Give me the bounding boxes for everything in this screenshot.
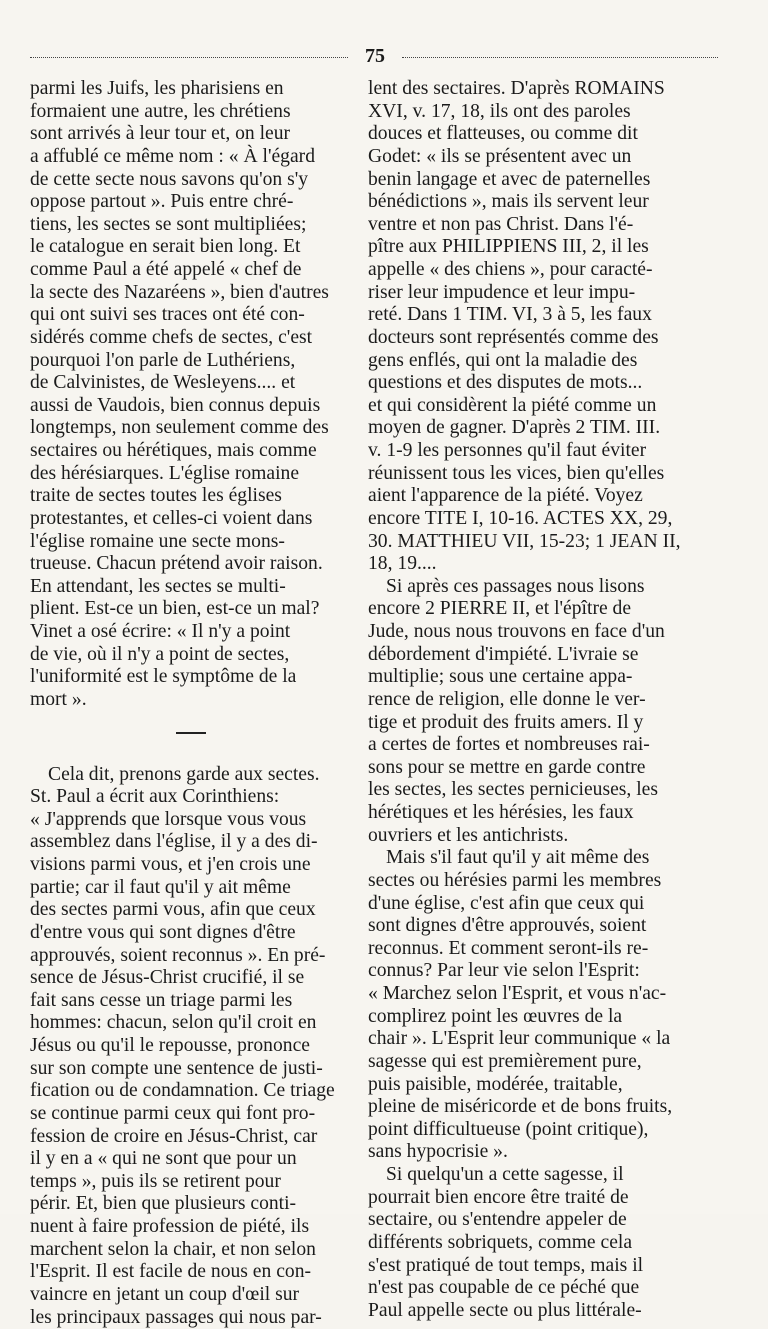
left-paragraph-2: Cela dit, prenons garde aux sectes. St. Paul a écrit aux Corinthiens: « J'apprends que lorsque vous vous assemblez dans l'église, il y a des di- visions parmi vous, et j'en crois une partie; car il faut qu'il y ait même des sectes parmi vous, afin que ceux d'entre vous qui sont dignes d'être approuvés, soient reconnus ». En pré- sence de Jésus-Christ crucifié, il se fait sans cesse un triage parmi les hommes: chacun, selon qu'il croit en Jésus ou qu'il le repousse, prononce sur son compte une sentence de justi- fication ou de condamnation. Ce triage se continue parmi ceux qui font pro- fession de croire en Jésus-Christ, car il y en a « qui ne sont que pour un temps », puis ils se retirent pour périr. Et, bien que plusieurs conti- nuent à faire profession de piété, ils marchent selon la chair, et non selon l'Esprit. Il est facile de nous en con- vaincre en jetant un coup d'œil sur les principaux passages qui nous par- <box>30 764 352 1329</box>
left-column <box>30 78 352 1329</box>
right-paragraph-3: Mais s'il faut qu'il y ait même des sectes ou hérésies parmi les membres d'une église, c'est afin que ceux qui sont dignes d'être approuvés, soient reconnus. Et comment seront-ils re- connus? Par leur vie selon l'Esprit: « Marchez selon l'Esprit, et vous n'ac- complirez point les œuvres de la chair ». L'Esprit leur communique « la sagesse qui est premièrement pure, puis paisible, modérée, traitable, pleine de miséricorde et de bons fruits, point difficultueuse (point critique), sans hypocrisie ». <box>368 847 688 1164</box>
right-column <box>368 78 688 1322</box>
right-paragraph-4: Si quelqu'un a cette sagesse, il pourrait bien encore être traité de sectaire, ou s'entendre appeler de différents sobriquets, comme cela s'est pratiqué de tout temps, mais il n'est pas coupable de ce péché que Paul appelle secte ou plus littérale- <box>368 1164 688 1322</box>
page-number: 75 <box>352 44 398 68</box>
page-header <box>30 44 718 68</box>
left-paragraph-1: parmi les Juifs, les pharisiens en formaient une autre, les chrétiens sont arrivés à leur tour et, on leur a affublé ce même nom : « À l'égard de cette secte nous savons qu'on s'y oppose partout ». Puis entre chré- tiens, les sectes se sont multipliées; le catalogue en serait bien long. Et comme Paul a été appelé « chef de la secte des Nazaréens », bien d'autres qui ont suivi ses traces ont été con- sidérés comme chefs de sectes, c'est pourquoi l'on parle de Luthériens, de Calvinistes, de Wesleyens.... et aussi de Vaudois, bien connus depuis longtemps, non seulement comme des sectaires ou hérétiques, mais comme des hérésiarques. L'église romaine traite de sectes toutes les églises protestantes, et celles-ci voient dans l'église romaine une secte mons- trueuse. Chacun prétend avoir raison. En attendant, les sectes se multi- plient. Est-ce un bien, est-ce un mal? Vinet a osé écrire: « Il n'y a point de vie, où il n'y a point de sectes, l'uniformité est le symptôme de la mort ». <box>30 78 352 712</box>
section-separator <box>176 732 206 734</box>
header-rule-left <box>30 57 348 58</box>
right-paragraph-2: Si après ces passages nous lisons encore 2 PIERRE II, et l'épître de Jude, nous nous trouvons en face d'un débordement d'impiété. L'ivraie se multiplie; sous une certaine appa- rence de religion, elle donne le ver- tige et produit des fruits amers. Il y a certes de fortes et nombreuses rai- sons pour se mettre en garde contre les sectes, les sectes pernicieuses, les hérétiques et les hérésies, les faux ouvriers et les antichrists. <box>368 576 688 848</box>
right-paragraph-1: lent des sectaires. D'après ROMAINS XVI, v. 17, 18, ils ont des paroles douces et flatteuses, ou comme dit Godet: « ils se présentent avec un benin langage et avec de paternelles bénédictions », mais ils servent leur ventre et non pas Christ. Dans l'é- pître aux PHILIPPIENS III, 2, il les appelle « des chiens », pour caracté- riser leur impudence et leur impu- reté. Dans 1 TIM. VI, 3 à 5, les faux docteurs sont représentés comme des gens enflés, qui ont la maladie des questions et des disputes de mots... et qui considèrent la piété comme un moyen de gagner. D'après 2 TIM. III. v. 1-9 les personnes qu'il faut éviter réunissent tous les vices, bien qu'elles aient l'apparence de la piété. Voyez encore TITE I, 10-16. ACTES XX, 29, 30. MATTHIEU VII, 15-23; 1 JEAN II, 18, 19.... <box>368 78 688 576</box>
header-rule-right <box>402 57 718 58</box>
